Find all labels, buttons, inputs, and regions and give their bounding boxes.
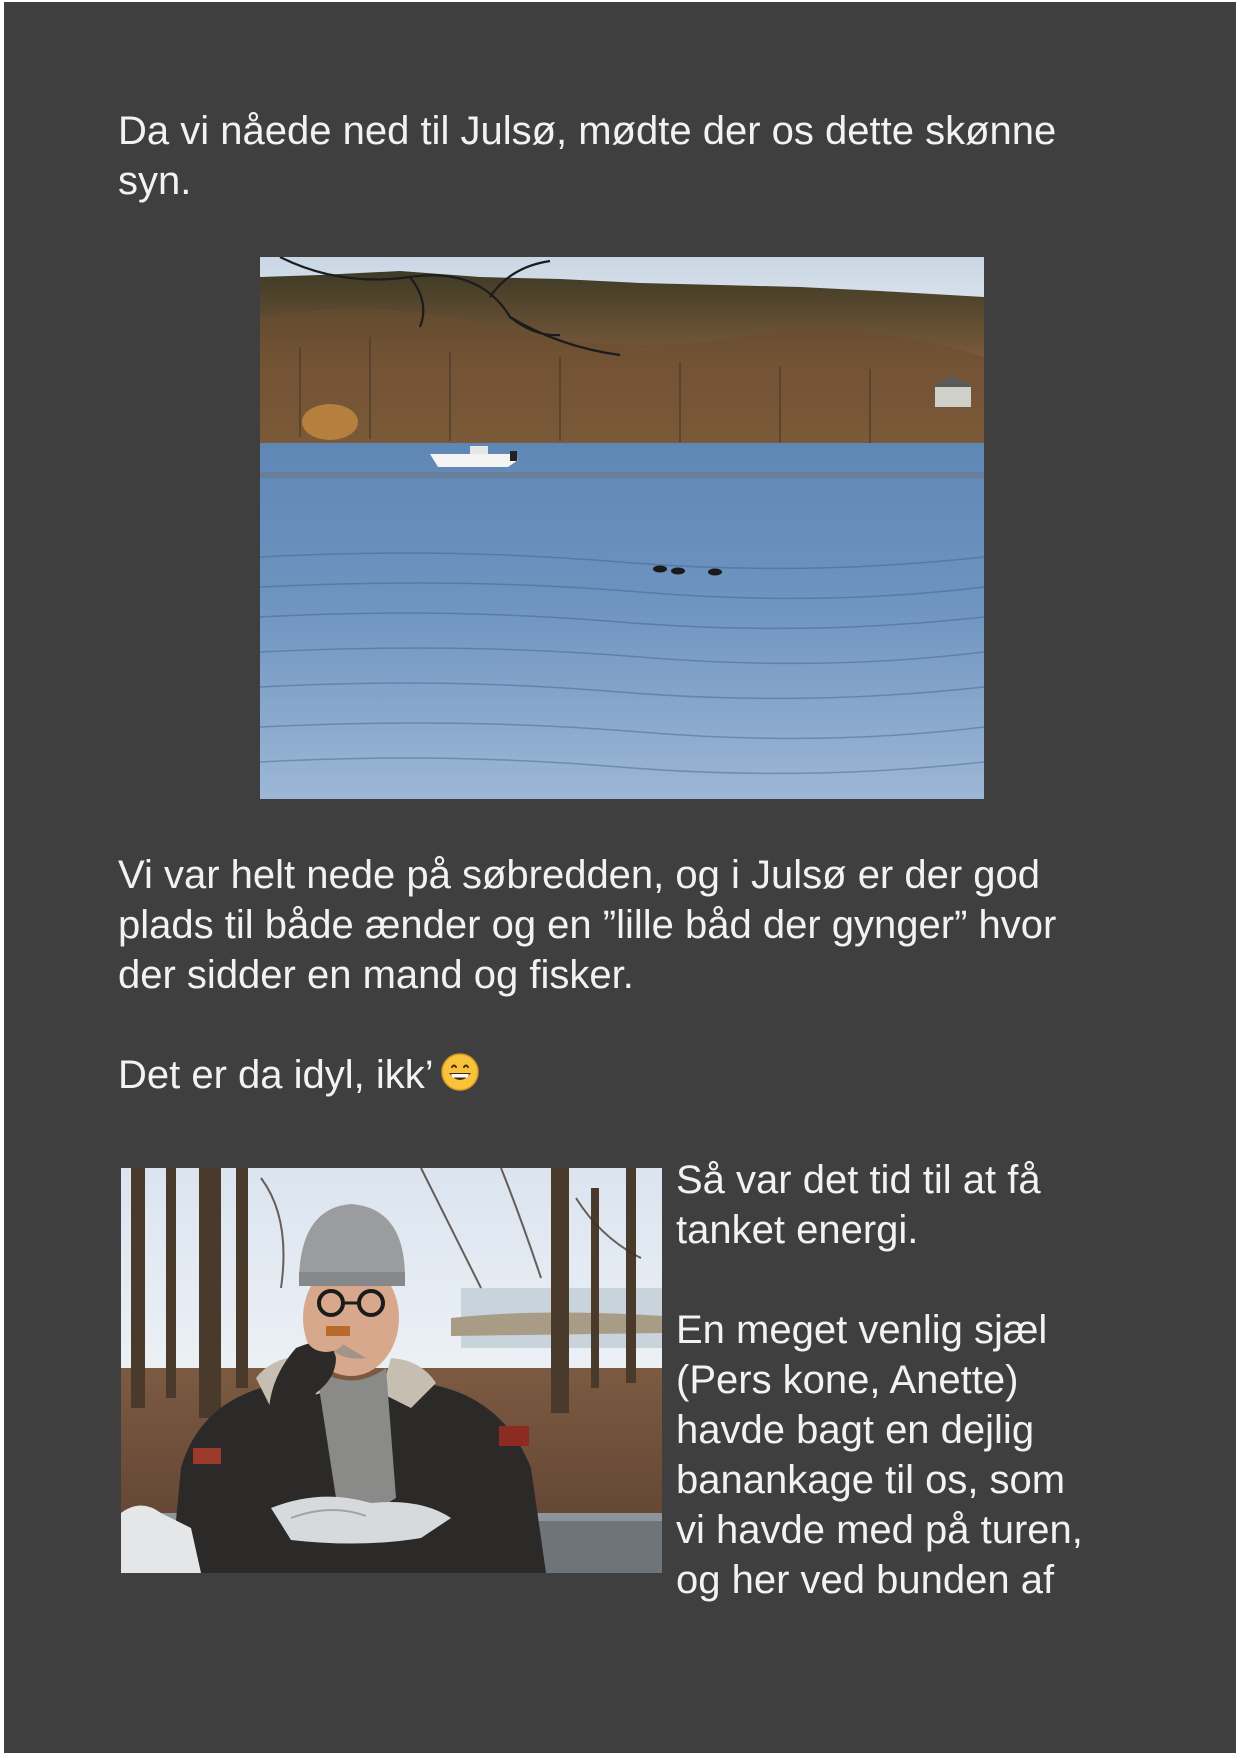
lake-paragraph: Vi var helt nede på søbredden, og i Julsø er der god plads til både ænder og en ”lille båd der gynger” hvor der sidder en mand og fisker. xyxy=(118,853,1057,997)
idyl-text: Det er da idyl, ikk’ xyxy=(118,1053,434,1097)
person-photo xyxy=(121,1168,662,1573)
cake-paragraph: Så var det tid til at få tanket energi. En meget venlig sjæl (Pers kone, Anette) havde bagt en dejlig banankage til os, som vi havde med på turen, og her ved bunden af xyxy=(676,1158,1083,1602)
document-page xyxy=(4,2,1236,1753)
grinning-face-icon xyxy=(440,1052,480,1092)
lake-photo xyxy=(260,257,984,799)
intro-paragraph: Da vi nåede ned til Julsø, mødte der os dette skønne syn. xyxy=(118,109,1057,203)
idyl-paragraph xyxy=(118,1050,918,1100)
